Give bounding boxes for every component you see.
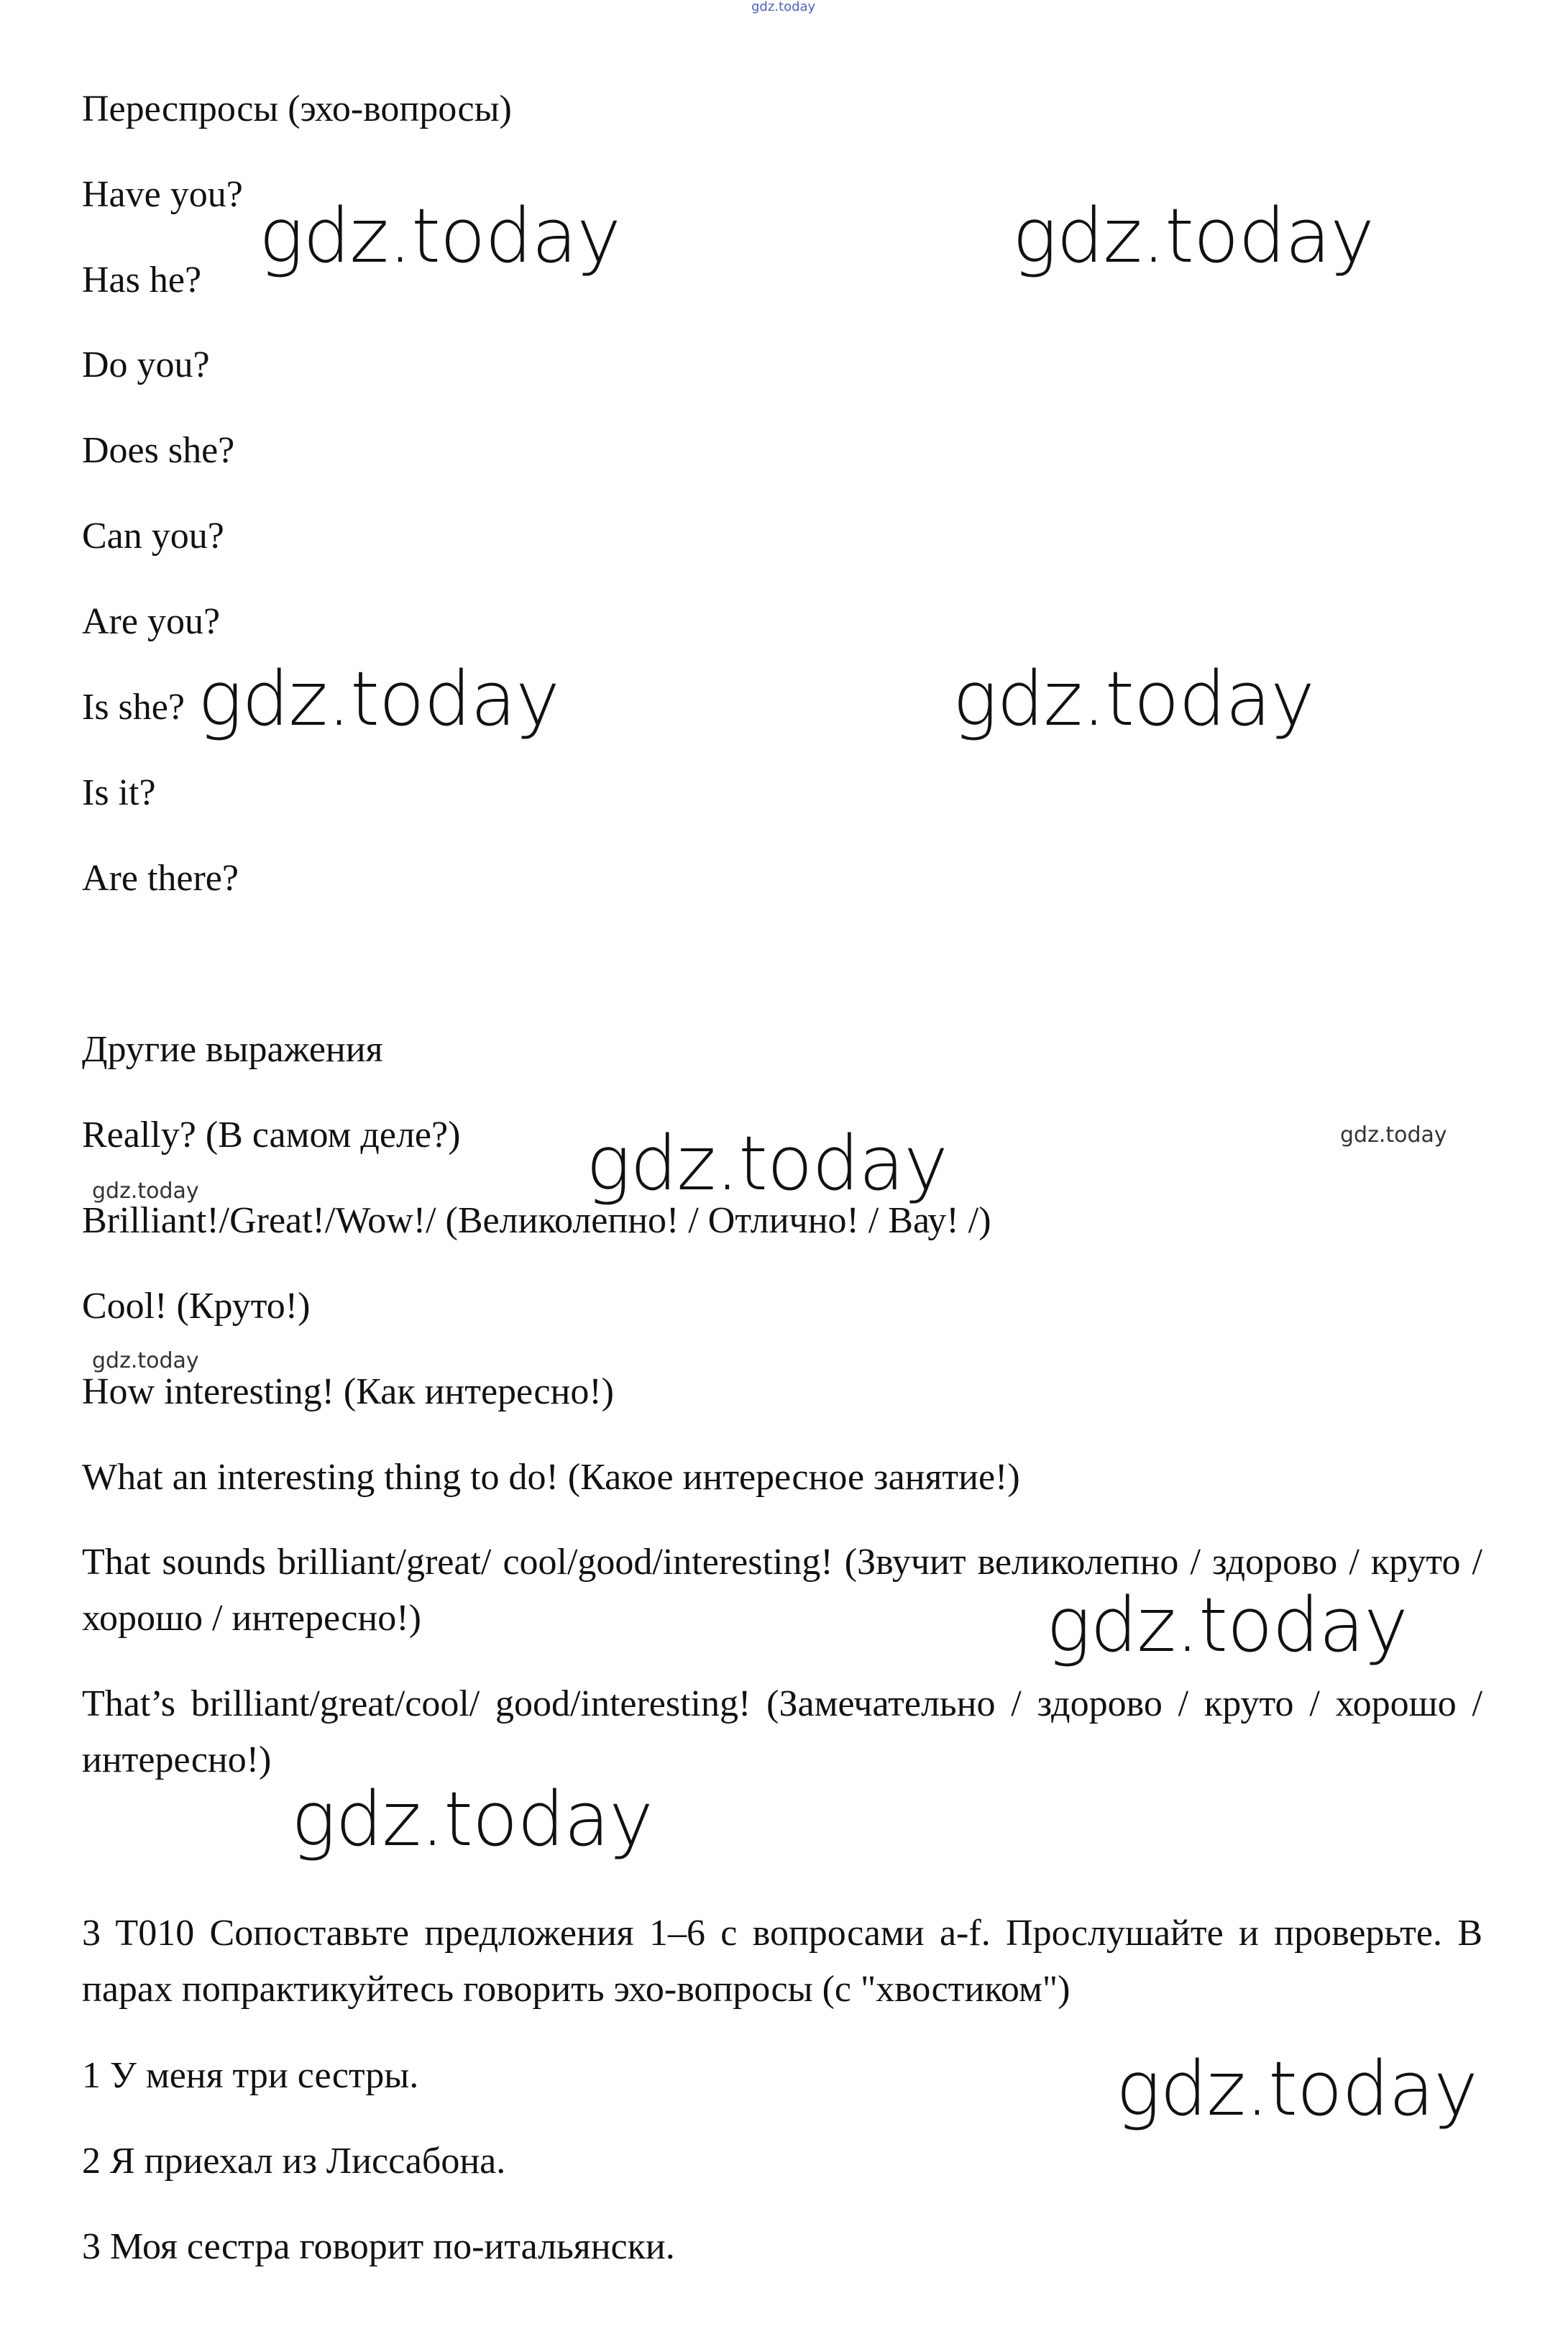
echo-question-item: Is she?: [82, 687, 185, 728]
exercise-instruction: 3 T010 Сопоставьте предложения 1–6 с вопросами a-f. Прослушайте и проверьте. В парах попрактикуйтесь говорить эхо-вопросы (с "хвостиком"): [82, 1913, 1482, 2010]
exercise-sentence: 2 Я приехал из Лиссабона.: [82, 2141, 506, 2182]
watermark: gdz.today: [1046, 1581, 1408, 1669]
expression-item: That sounds brilliant/great/ cool/good/interesting! (Звучит великолепно / здорово / круто / хорошо / интересно!): [82, 1542, 1482, 1639]
watermark: gdz.today: [1012, 192, 1374, 280]
echo-question-item: Is it?: [82, 772, 156, 813]
watermark: gdz.today: [259, 192, 620, 280]
watermark-small: gdz.today: [92, 1348, 199, 1373]
echo-question-item: Does she?: [82, 430, 235, 471]
watermark: gdz.today: [586, 1120, 948, 1207]
watermark: gdz.today: [953, 655, 1314, 743]
watermark-small: gdz.today: [92, 1179, 199, 1204]
expression-item: That’s brilliant/great/cool/ good/interesting! (Замечательно / здорово / круто / хорошо / интересно!): [82, 1683, 1482, 1780]
expression-item: Really? (В самом деле?): [82, 1115, 461, 1156]
watermark: gdz.today: [291, 1775, 653, 1863]
echo-question-item: Has he?: [82, 260, 202, 301]
watermark-small: gdz.today: [1340, 1122, 1447, 1148]
echo-questions-heading: Переспросы (эхо-вопросы): [82, 88, 512, 129]
watermark: gdz.today: [1116, 2045, 1477, 2133]
watermark: gdz.today: [198, 655, 559, 743]
exercise-sentence: 3 Моя сестра говорит по-итальянски.: [82, 2226, 675, 2267]
expression-item: What an interesting thing to do! (Какое интересное занятие!): [82, 1457, 1020, 1498]
echo-question-item: Do you?: [82, 344, 210, 385]
exercise-sentence: 1 У меня три сестры.: [82, 2055, 419, 2096]
top-watermark: gdz.today: [751, 0, 816, 14]
other-expressions-heading: Другие выражения: [82, 1029, 383, 1070]
echo-question-item: Are there?: [82, 858, 239, 899]
expression-item: Brilliant!/Great!/Wow!/ (Великолепно! / Отлично! / Вау! /): [82, 1200, 991, 1241]
echo-question-item: Are you?: [82, 601, 221, 642]
expression-item: Cool! (Круто!): [82, 1286, 311, 1327]
expression-item: How interesting! (Как интересно!): [82, 1371, 614, 1412]
echo-question-item: Can you?: [82, 516, 224, 557]
echo-question-item: Have you?: [82, 174, 243, 215]
